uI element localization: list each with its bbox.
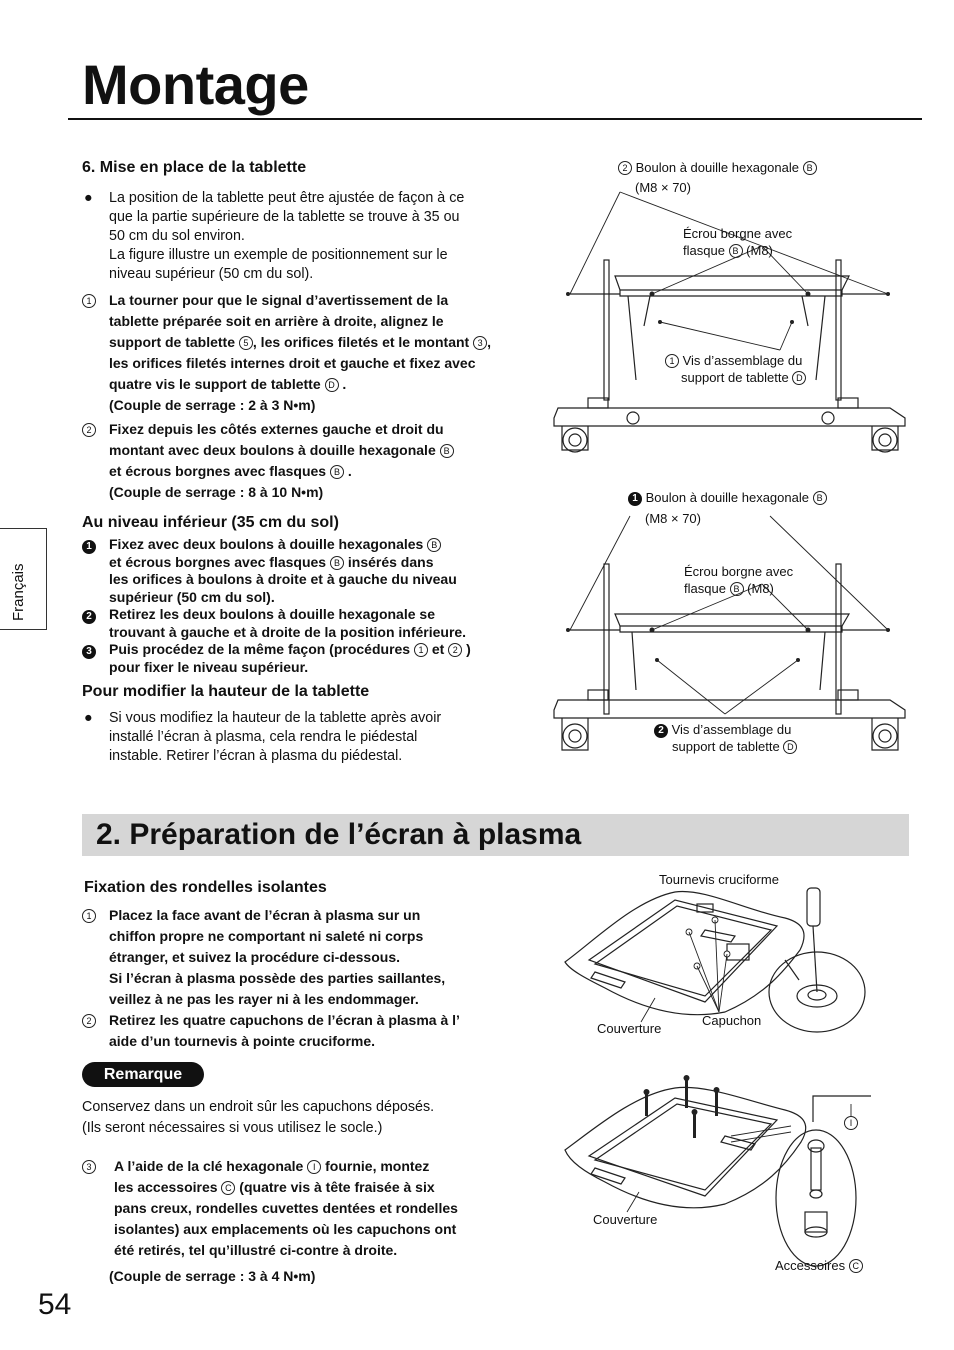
title-divider (68, 118, 922, 120)
fig1-bolt-label: 2 Boulon à douille hexagonale B (618, 159, 817, 176)
step6-item1 (82, 290, 522, 416)
text-line: Si l’écran à plasma possède des parties saillantes, (109, 970, 446, 986)
part-ref: 5 (239, 336, 253, 350)
text-line: veillez à ne pas les rayer ni à les endommager. (109, 991, 419, 1007)
part-ref: I (307, 1160, 321, 1174)
bullet-dot: ● (84, 190, 93, 206)
text-line: étranger, et suivez la procédure ci-dessous. (109, 949, 400, 965)
item-marker: 3 (82, 1160, 96, 1174)
step6-bullet (82, 189, 522, 284)
page-title: Montage (82, 53, 309, 116)
language-tab (0, 528, 47, 630)
mount-accessories-diagram (555, 1070, 885, 1270)
text-line: et écrous borgnes avec flasques B insérés dans (109, 553, 434, 570)
text-line: support de tablette 5 , les orifices filetés et le montant 3 , (109, 334, 491, 350)
text-line: La figure illustre un exemple de positionnement sur le (109, 247, 448, 263)
text-line: quatre vis le support de tablette D . (109, 376, 347, 392)
fig1-bolt-size: (M8 × 70) (635, 180, 691, 195)
section2-title: 2. Préparation de l’écran à plasma (96, 818, 582, 851)
text-line: Si vous modifiez la hauteur de la tablette après avoir (109, 710, 442, 726)
text-line: Placez la face avant de l’écran à plasma sur un (109, 907, 421, 923)
text-line: 50 cm du sol environ. (109, 228, 245, 244)
text-line: pans creux, rondelles cuvettes dentées et rondelles (114, 1200, 458, 1216)
accessories-label: Accessoires C (775, 1257, 863, 1274)
text-line: que la partie supérieure de la tablette se trouve à 35 ou (109, 209, 460, 225)
section2-item2 (82, 1010, 522, 1052)
text-line: montant avec deux boulons à douille hexagonale B (109, 440, 522, 461)
step-marker: 2 (82, 610, 96, 624)
text-line: niveau supérieur (50 cm du sol). (109, 266, 314, 282)
text-line: (Ils seront nécessaires si vous utilisez le socle.) (82, 1120, 383, 1136)
item-marker: 1 (82, 294, 96, 308)
item-marker: 2 (82, 1014, 96, 1028)
text-line: isolantes) aux emplacements où les capuchons ont (114, 1221, 457, 1237)
lower-steps (82, 536, 522, 676)
step-marker: 1 (82, 540, 96, 554)
text-line: aide d’un tournevis à pointe cruciforme. (109, 1033, 376, 1049)
part-ref: B (330, 556, 344, 570)
note-badge: Remarque (82, 1062, 204, 1087)
section2-item1 (82, 905, 522, 1010)
torque-spec: (Couple de serrage : 8 à 10 N•m) (109, 484, 324, 500)
text-line: été retirés, tel qu’illustré ci-contre à droite. (114, 1242, 398, 1258)
text-line: Puis procédez de la même façon (procédures 1 et 2 ) (109, 641, 471, 657)
item-marker: 1 (82, 909, 96, 923)
torque-spec: (Couple de serrage : 3 à 4 N•m) (109, 1268, 316, 1284)
step-ref: 2 (448, 643, 462, 657)
part-ref: B (427, 538, 441, 552)
part-ref: 3 (473, 336, 487, 350)
modify-heading: Pour modifier la hauteur de la tablette (82, 683, 370, 700)
text-line: supérieur (50 cm du sol). (109, 588, 275, 605)
language-tab-label: Français (10, 563, 27, 621)
lower-heading: Au niveau inférieur (35 cm du sol) (82, 514, 339, 531)
cover-label: Couverture (597, 1021, 662, 1036)
text-line: Fixez depuis les côtés externes gauche et droit du (109, 421, 444, 437)
text-line: et écrous borgnes avec flasques B . (109, 463, 352, 479)
fig1-nut-label: Écrou borgne avec flasque B (M8) (683, 226, 793, 258)
text-line: installé l’écran à plasma, cela rendra le piédestal (109, 729, 418, 745)
screwdriver-label: Tournevis cruciforme (659, 872, 779, 887)
text-line: A l’aide de la clé hexagonale I fournie, montez (114, 1158, 430, 1174)
cover-label-2: Couverture (593, 1212, 658, 1227)
fig2-nut-label: Écrou borgne avec flasque B (M8) (684, 564, 794, 596)
stand-upper-shelf-diagram (540, 150, 920, 470)
text-line: La position de la tablette peut être ajustée de façon à ce (109, 190, 465, 206)
section2-heading: Fixation des rondelles isolantes (84, 879, 327, 896)
step-ref: 1 (414, 643, 428, 657)
wrench-ref: I (844, 1114, 858, 1131)
fig2-bolt-size: (M8 × 70) (645, 511, 701, 526)
part-ref: B (330, 465, 344, 479)
step6-item2 (82, 419, 522, 503)
text-line: trouvant à gauche et à droite de la position inférieure. (109, 623, 467, 640)
torque-spec: (Couple de serrage : 2 à 3 N•m) (109, 397, 316, 413)
section2-item3 (82, 1156, 522, 1261)
text-line: Conservez dans un endroit sûr les capuchons déposés. (82, 1099, 435, 1115)
cap-label: Capuchon (702, 1013, 762, 1028)
bullet-dot: ● (84, 710, 93, 726)
step-marker: 3 (82, 645, 96, 659)
fig1-screw-label: 1 Vis d’assemblage du support de tablette D (665, 352, 806, 386)
text-line: les orifices à boulons à droite et à gauche du niveau (109, 571, 457, 587)
text-line: Retirez les deux boulons à douille hexagonale se (109, 606, 435, 622)
part-ref: D (325, 378, 339, 392)
part-ref: C (221, 1181, 235, 1195)
fig2-bolt-label: 1 Boulon à douille hexagonale B (628, 489, 827, 506)
part-ref: B (440, 444, 454, 458)
text-line: pour fixer le niveau supérieur. (109, 658, 309, 675)
text-line: Fixez avec deux boulons à douille hexagonales B (109, 536, 522, 554)
note-text (82, 1097, 522, 1139)
step6-heading: 6. Mise en place de la tablette (82, 159, 307, 176)
modify-bullet (82, 709, 522, 766)
item-marker: 2 (82, 423, 96, 437)
text-line: tablette préparée soit en arrière à droite, alignez le (109, 313, 444, 329)
page-number: 54 (38, 1288, 72, 1321)
text-line: chiffon propre ne comportant ni saleté ni corps (109, 928, 424, 944)
text-line: Retirez les quatre capuchons de l’écran à plasma à l’ (109, 1012, 460, 1028)
fig2-screw-label: 2 Vis d’assemblage du support de tablette D (654, 721, 797, 755)
text-line: les accessoires C (quatre vis à tête fraisée à six (114, 1179, 435, 1195)
text-line: instable. Retirer l’écran à plasma du piédestal. (109, 748, 403, 764)
text-line: les orifices filetés internes droit et gauche et fixez avec (109, 355, 476, 371)
text-line: La tourner pour que le signal d’avertissement de la (109, 292, 449, 308)
